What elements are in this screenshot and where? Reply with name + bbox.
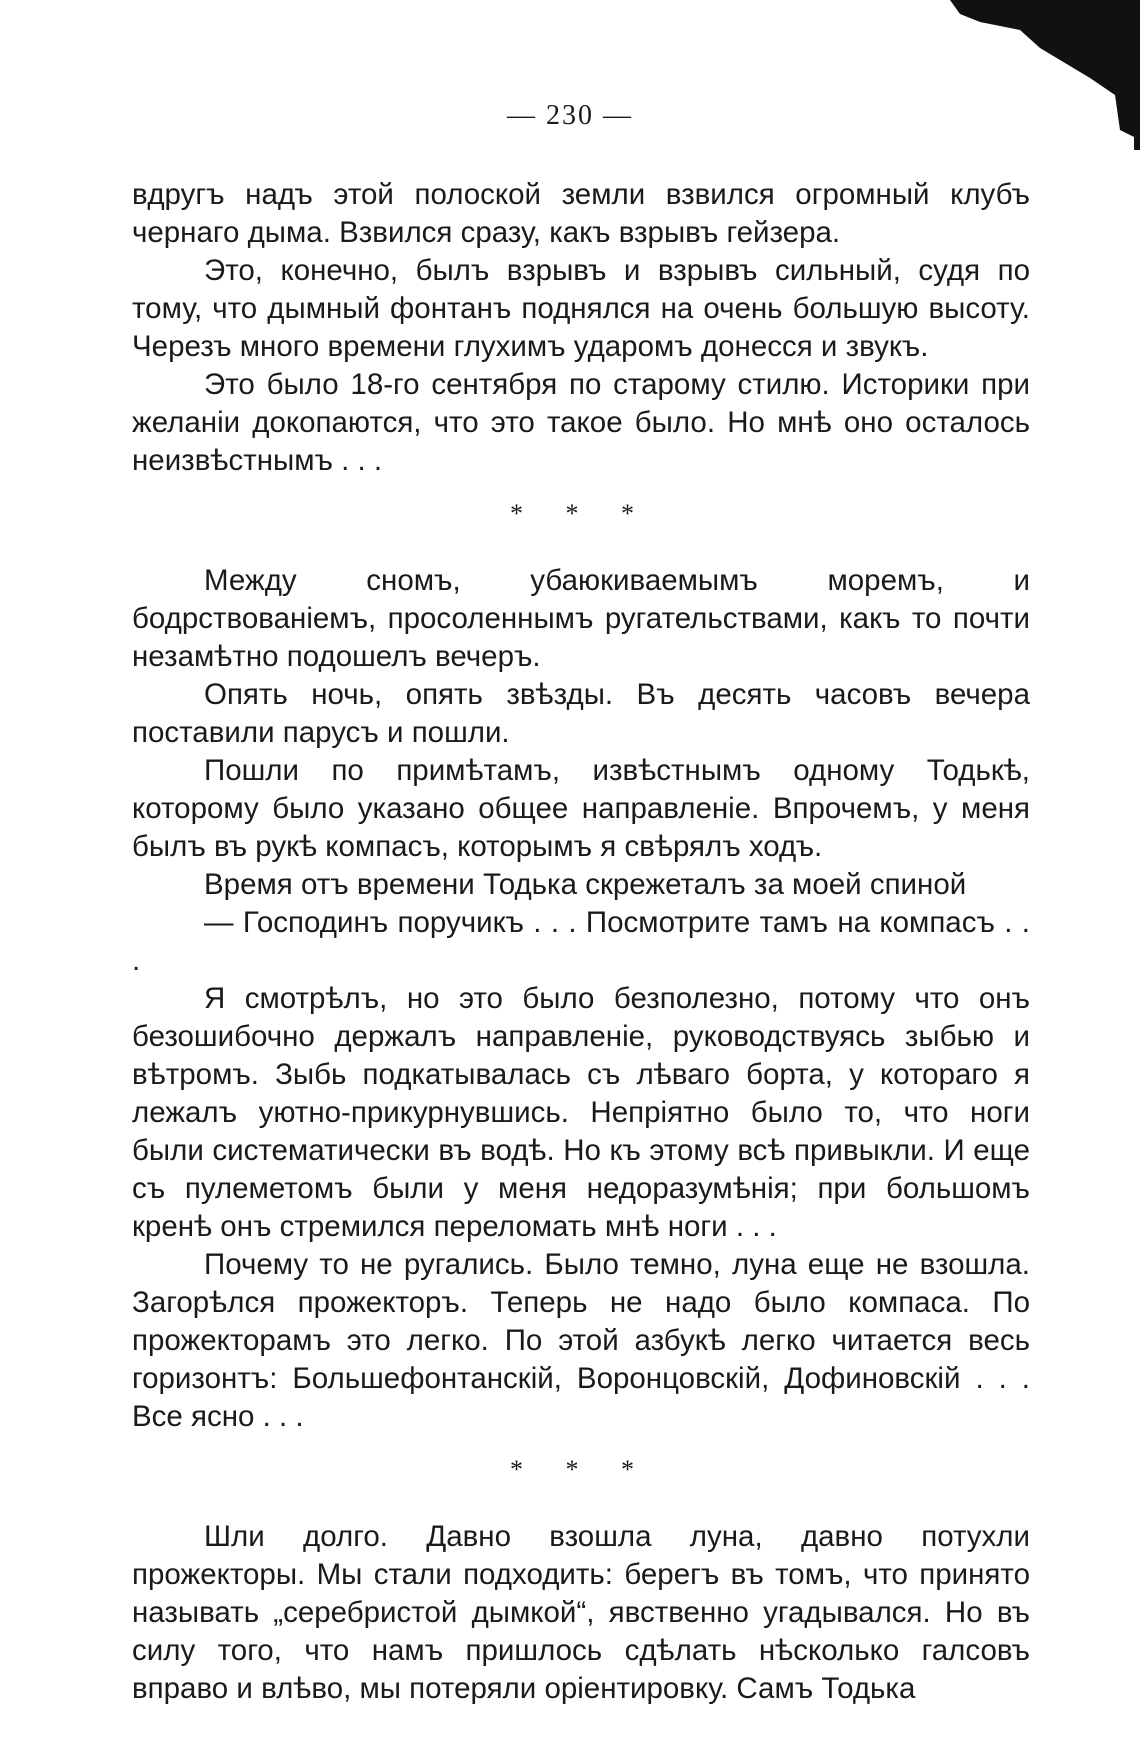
paragraph: Пошли по примѣтамъ, извѣстнымъ одному Тодькѣ, которому было указано общее направленiе. Впрочемъ, у меня былъ въ рукѣ компасъ, которымъ я свѣрялъ ходъ. [132, 754, 1030, 863]
paragraph: Между сномъ, убаюкиваемымъ моремъ, и бодрствованiемъ, просоленнымъ ругательствами, какъ то почти незамѣтно подошелъ вечеръ. [132, 564, 1030, 673]
paragraph: Это, конечно, былъ взрывъ и взрывъ сильный, судя по тому, что дымный фонтанъ поднялся на очень большую высоту. Черезъ много времени глухимъ ударомъ донесся и звукъ. [132, 254, 1030, 363]
paragraph: Почему то не ругались. Было темно, луна еще не взошла. Загорѣлся прожекторъ. Теперь не надо было компаса. По прожекторамъ это легко. По этой азбукѣ легко читается весь горизонтъ: Большефонтанскiй, Воронцовскiй, Дофиновскiй . . . Все ясно . . . [132, 1248, 1030, 1433]
page-number: — 230 — [507, 100, 633, 131]
paragraph: Я смотрѣлъ, но это было безполезно, потому что онъ безошибочно держалъ направленiе, руководствуясь зыбью и вѣтромъ. Зыбь подкатывалась съ лѣваго борта, у котораго я лежалъ уютно-прикурнувшись. Непрiятно было то, что ноги были систематически въ водѣ. Но къ этому всѣ привыкли. И еще съ пулеметомъ были у меня недоразумѣнiя; при большомъ кренѣ онъ стремился переломать мнѣ ноги . . . [132, 982, 1030, 1243]
paragraph: Время отъ времени Тодька скрежеталъ за моей спиной [204, 868, 967, 901]
paragraph: Это было 18-го сентября по старому стилю. Историки при желанiи докопаются, что это такое было. Но мнѣ оно осталось неизвѣстнымъ . . . [132, 368, 1030, 477]
paragraph: Шли долго. Давно взошла луна, давно потухли прожекторы. Мы стали подходить: берегъ въ томъ, что принято называть „серебристой дымкой“, явственно угадывался. Но въ силу того, что намъ пришлось сдѣлать нѣсколько галсовъ вправо и влѣво, мы потеряли орiентировку. Самъ Тодька [132, 1520, 1030, 1705]
section-divider: * * * [510, 1455, 652, 1484]
paragraph: вдругъ надъ этой полоской земли взвился огромный клубъ чернаго дыма. Взвился сразу, какъ взрывъ гейзера. [132, 178, 1030, 249]
paragraph: — Господинъ поручикъ . . . Посмотрите тамъ на компасъ . . . [132, 906, 1030, 977]
section-divider: * * * [510, 499, 652, 528]
paragraph: Опять ночь, опять звѣзды. Въ десять часовъ вечера поставили парусъ и пошли. [132, 678, 1030, 749]
page-body [132, 176, 1030, 1708]
